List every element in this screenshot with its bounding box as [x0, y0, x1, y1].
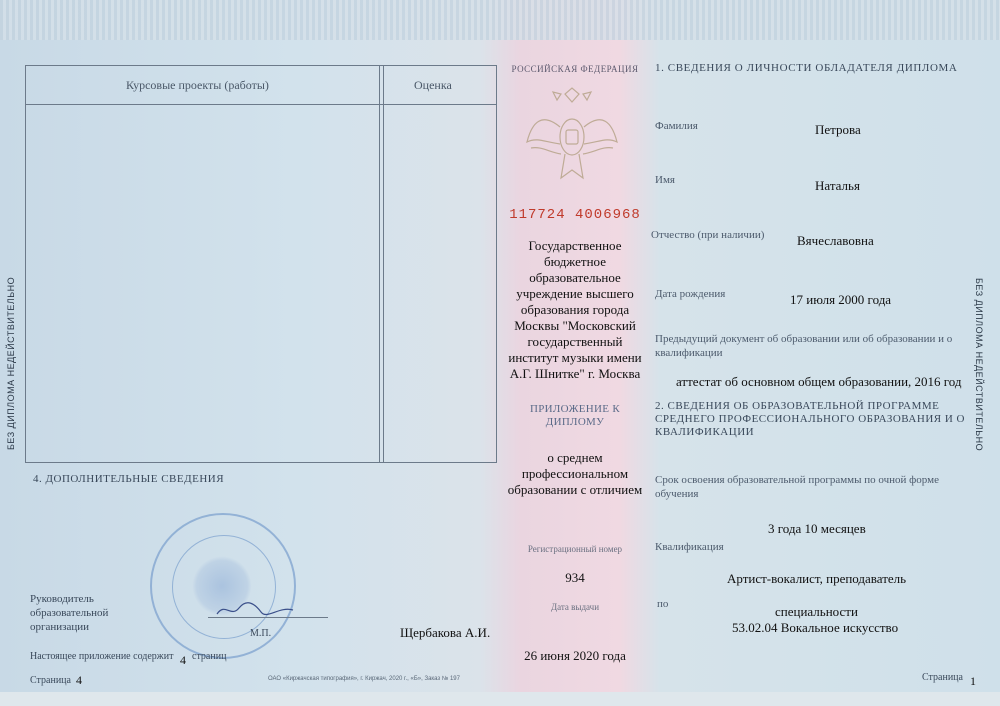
reg-number: 934: [565, 570, 585, 585]
printer-line: ОАО «Киржачская типография», г. Киржач, 2020 г., «Б», Заказ № 197: [268, 676, 460, 682]
appendix-title: ПРИЛОЖЕНИЕ К ДИПЛОМУ: [529, 403, 620, 428]
side-note-left: БЕЗ ДИПЛОМА НЕДЕЙСТВИТЕЛЬНО: [6, 276, 16, 450]
issue-date-label: Дата выдачи: [550, 602, 600, 612]
surname-label: Фамилия: [655, 120, 698, 132]
name-label: Имя: [655, 174, 675, 186]
prev-doc-value: аттестат об основном общем образовании, 2016 год: [676, 374, 962, 389]
issue-date: 26 июня 2020 года: [524, 648, 626, 663]
coursework-table: [25, 65, 497, 463]
surname-value: Петрова: [815, 122, 861, 137]
contains-pages: 4: [180, 653, 186, 667]
table-header-grade: Оценка: [414, 78, 452, 92]
bottom-edge: [0, 692, 1000, 706]
name-value: Наталья: [815, 178, 860, 193]
director-name: Щербакова А.И.: [400, 625, 491, 640]
patronymic-label: Отчество (при наличии): [651, 229, 765, 241]
ornamental-border: [0, 0, 1000, 40]
institution-name: Государственное бюджетное образовательное учреждение высшего образования города Москвы "Московский государственный институт музыки имени А.Г. Шнитке" г. Москва: [508, 238, 642, 381]
term-label: Срок освоения образовательной программы по очной форме обучения: [655, 474, 939, 500]
table-header-projects: Курсовые проекты (работы): [126, 78, 269, 92]
term-value: 3 года 10 месяцев: [768, 521, 866, 536]
section4-title: 4. ДОПОЛНИТЕЛЬНЫЕ СВЕДЕНИЯ: [33, 473, 225, 485]
page-label-left: Страница: [30, 675, 71, 686]
country-title: РОССИЙСКАЯ ФЕДЕРАЦИЯ: [511, 64, 639, 74]
contains-suffix: страниц: [192, 651, 227, 662]
specialty-line2: 53.02.04 Вокальное искусство: [732, 620, 899, 635]
stamp-mark: М.П.: [250, 628, 272, 639]
po-label: по: [657, 598, 669, 610]
serial-number: 117724 4006968: [509, 207, 641, 223]
patronymic-value: Вячеславовна: [797, 233, 874, 248]
dob-value: 17 июля 2000 года: [790, 292, 892, 307]
prev-doc-label: Предыдущий документ об образовании или об образовании и о квалификации: [655, 333, 953, 359]
page-number-right: 1: [970, 674, 976, 688]
signature-line: [208, 617, 328, 618]
reg-number-label: Регистрационный номер: [527, 544, 623, 554]
qualification-label: Квалификация: [655, 541, 724, 553]
education-level: о среднем профессиональном образовании с отличием: [507, 450, 643, 497]
page-label-right: Страница: [922, 672, 963, 683]
director-label: Руководитель образовательной организации: [30, 593, 109, 633]
contains-label: Настоящее приложение содержит: [30, 651, 174, 662]
side-note-right: БЕЗ ДИПЛОМА НЕДЕЙСТВИТЕЛЬНО: [974, 278, 984, 452]
section2-title: 2. СВЕДЕНИЯ ОБ ОБРАЗОВАТЕЛЬНОЙ ПРОГРАММЕ СРЕДНЕГО ПРОФЕССИОНАЛЬНОГО ОБРАЗОВАНИЯ И О КВАЛИФИКАЦИИ: [655, 400, 965, 438]
coat-of-arms-icon: [517, 82, 627, 192]
specialty-line1: специальности: [775, 604, 858, 619]
dob-label: Дата рождения: [655, 288, 726, 300]
section1-title: 1. СВЕДЕНИЯ О ЛИЧНОСТИ ОБЛАДАТЕЛЯ ДИПЛОМА: [655, 62, 958, 74]
qualification-value: Артист-вокалист, преподаватель: [727, 571, 907, 586]
page-number-left: 4: [76, 673, 82, 687]
